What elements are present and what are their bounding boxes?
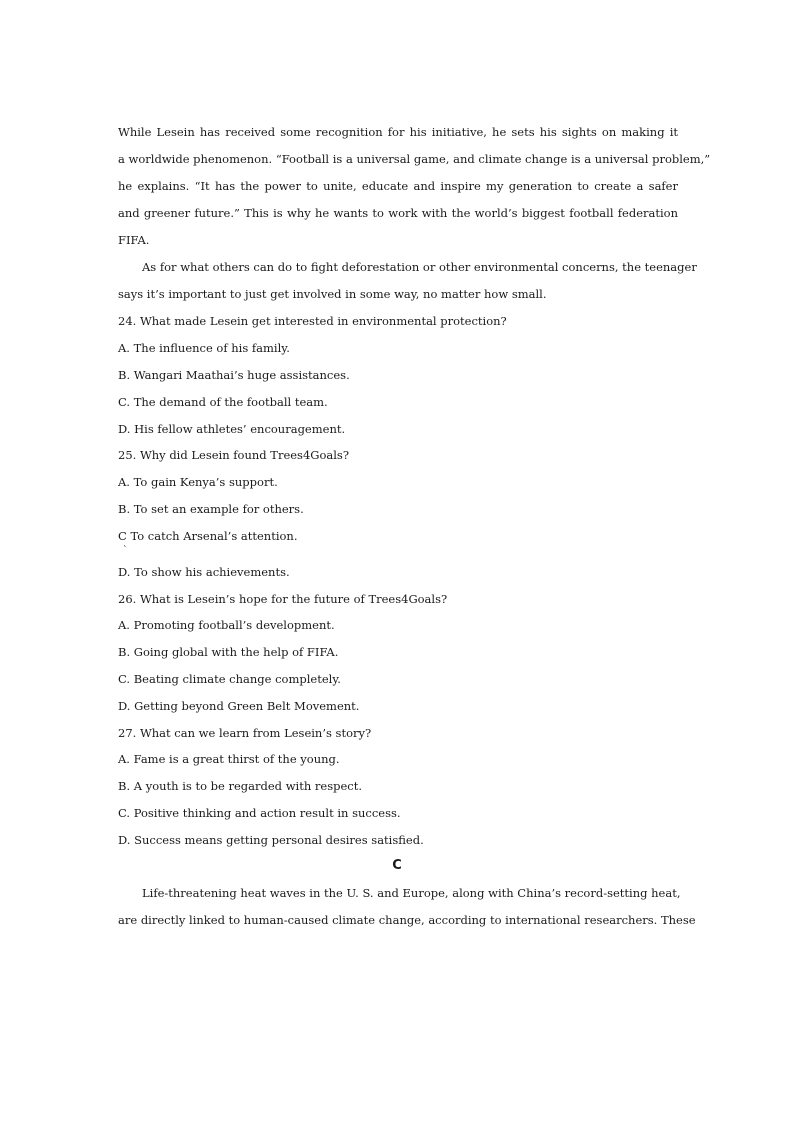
answer-option: D. To show his achievements.	[118, 565, 290, 579]
answer-option: C. Positive thinking and action result in success.	[118, 806, 401, 820]
answer-option: C. The demand of the football team.	[118, 395, 328, 409]
answer-option: B. Wangari Maathai’s huge assistances.	[118, 368, 350, 382]
paragraph-line: are directly linked to human-caused climate change, according to international researchers. These	[118, 913, 696, 927]
paragraph-line: says it’s important to just get involved in some way, no matter how small.	[118, 287, 547, 301]
stray-mark: ˋ	[123, 546, 128, 556]
answer-option: A. To gain Kenya’s support.	[118, 475, 278, 489]
paragraph-line: While Lesein has received some recognition for his initiative, he sets his sights on making it	[118, 125, 678, 139]
paragraph-line: and greener future.” This is why he wants to work with the world’s biggest football federation	[118, 206, 678, 220]
question-stem: 27. What can we learn from Lesein’s story?	[118, 726, 372, 740]
paragraph-line: a worldwide phenomenon. “Football is a universal game, and climate change is a universal problem,”	[118, 152, 711, 166]
paragraph-line: he explains. “It has the power to unite, educate and inspire my generation to create a safer	[118, 179, 678, 193]
answer-option: A. Fame is a great thirst of the young.	[118, 752, 340, 766]
paragraph-line: FIFA.	[118, 233, 150, 247]
answer-option: B. A youth is to be regarded with respect.	[118, 779, 362, 793]
answer-option: C To catch Arsenal’s attention.	[118, 529, 298, 543]
paragraph-line: Life-threatening heat waves in the U. S. and Europe, along with China’s record-setting heat,	[142, 886, 681, 900]
answer-option: B. To set an example for others.	[118, 502, 304, 516]
answer-option: D. Success means getting personal desires satisfied.	[118, 833, 424, 847]
answer-option: B. Going global with the help of FIFA.	[118, 645, 339, 659]
answer-option: D. Getting beyond Green Belt Movement.	[118, 699, 360, 713]
paragraph-line: As for what others can do to fight deforestation or other environmental concerns, the teenager	[142, 260, 697, 274]
answer-option: A. Promoting football’s development.	[118, 618, 335, 632]
section-heading: C	[392, 858, 402, 873]
question-stem: 25. Why did Lesein found Trees4Goals?	[118, 448, 349, 462]
answer-option: A. The influence of his family.	[118, 341, 290, 355]
answer-option: C. Beating climate change completely.	[118, 672, 341, 686]
question-stem: 26. What is Lesein’s hope for the future of Trees4Goals?	[118, 592, 448, 606]
question-stem: 24. What made Lesein get interested in environmental protection?	[118, 314, 507, 328]
answer-option: D. His fellow athletes’ encouragement.	[118, 422, 346, 436]
